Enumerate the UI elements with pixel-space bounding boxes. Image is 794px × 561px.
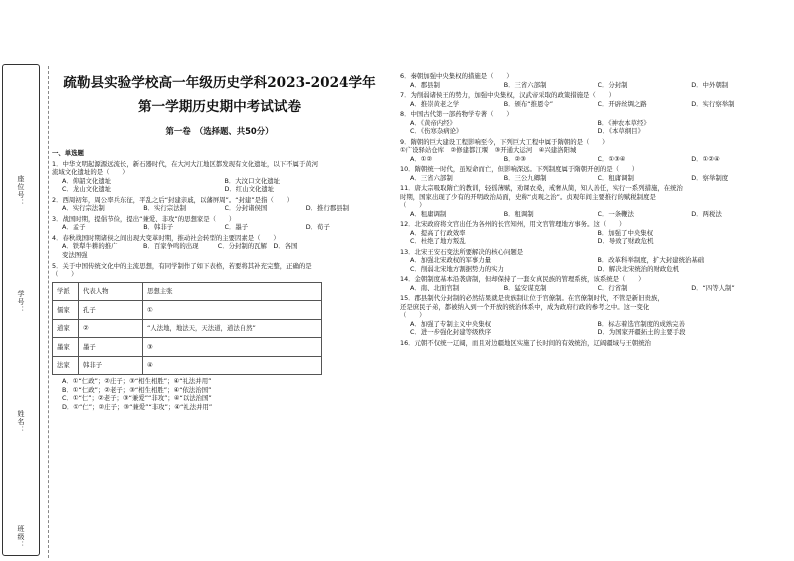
answer-option[interactable]: C．墨子 [224,223,249,232]
question [400,138,785,164]
table-cell: 法家 [53,356,79,375]
exam-title-line1: 疏勒县实验学校高一年级历史学科2023-2024学年 [63,75,376,91]
question [400,110,785,136]
table-row [53,356,322,375]
answer-option[interactable]: D．导致了财政危机 [597,237,654,246]
answer-option[interactable]: C．进一步强化封建等级秩序 [410,328,492,337]
class-label: 班级： [17,525,25,549]
answer-option[interactable]: A．①“仁政”；②庄子；③“相生相胜”；④“礼法并用” [62,377,212,386]
question-stem: 11．唐太宗吸取隋亡的教训，轻徭薄赋，劝课农桑，戒奢从简，知人善任，实行一系列措施，在统治 [400,184,683,193]
question [400,248,785,274]
question [52,262,387,279]
answer-option[interactable]: D．①“仁”；②庄子；③“兼爱”“非攻”；④“礼法并用” [62,402,213,411]
answer-option[interactable]: C．龙山文化遗址 [62,185,112,194]
answer-option[interactable]: D．两税法 [691,209,722,218]
table-cell: 墨家 [53,338,79,357]
answer-option[interactable]: B．三省六部制 [503,80,547,89]
part-title: 第一卷 （选择题、共50分） [165,126,274,137]
answer-option[interactable]: A．南、北面官制 [410,283,460,292]
exam-title-line2: 第一学期历史期中考试试卷 [137,99,302,116]
question [400,91,785,108]
answer-option[interactable]: B．标志着选官制度的成熟完善 [597,319,685,328]
answer-option[interactable]: D．推行郡县制 [305,204,350,213]
options [52,223,387,232]
table-cell: ④ [143,356,322,375]
answer-option[interactable]: A．三省六部制 [410,173,453,182]
table-row [53,338,322,357]
question [400,275,785,292]
question-stem: 流域文化遗址的是（ ） [52,168,129,177]
table-header-cell: 代表人物 [79,282,143,301]
question-stem: （ ） [52,270,78,279]
answer-option[interactable]: D．为国家开疆拓土的主要手段 [597,328,686,337]
answer-option[interactable]: C．①“仁”；②老子；③“兼爱”“非攻”；④“以法治国” [62,394,212,403]
left-column [52,0,387,411]
question [400,165,785,182]
table-cell: “人法地，地法天，天法道，道法自然” [143,319,322,338]
question-stem: 6．秦朝加强中央集权的措施是（ ） [400,72,513,80]
answer-option[interactable]: D．察举制度 [691,173,729,182]
right-column [400,0,785,347]
cut-line [48,66,49,558]
answer-option[interactable]: C．开辟丝绸之路 [597,99,647,108]
question-stem: 12．北宋政府将文官出任为各州的长官知州，用文官管理地方事务。这（ ） [400,220,626,229]
question [52,196,387,213]
table-cell: ③ [143,338,322,357]
q5-options [52,377,387,411]
answer-option[interactable]: B．租调制 [503,209,534,218]
answer-option[interactable]: D．《本草纲目》 [597,127,644,136]
options [400,284,785,293]
question-stem: 还是庶民子弟，都被纳入到一个开放的统治体系中，成为政府行政的参考之中。这一变化 [400,302,650,311]
table-header-cell: 思想主张 [143,282,322,301]
options [52,242,387,259]
table-cell: 孔子 [79,301,143,320]
question-stem: 4．春秋战国时期诸侯之间出现大变革时期，推动社会转型的主要因素是（ ） [52,233,280,242]
table-header-row [53,282,322,301]
question-stem: 时期，国家出现了少有的开明政治局面，史称“贞观之治”。贞观年间主要推行的赋税制度是 [400,192,656,201]
answer-option[interactable]: C．①③④ [597,154,626,163]
answer-option[interactable]: D．中外朝制 [691,80,729,89]
answer-option[interactable]: C．《伤寒杂病论》 [410,127,463,136]
answer-option[interactable]: C．削弱北宋地方割据势力的实力 [410,264,504,273]
answer-option[interactable]: 变法图强 [62,251,88,259]
table-row [53,301,322,320]
question-stem: 1．中华文明起源源远流长，新石器时代，在大河大江地区都发现有文化遗址，以下不属于黄河 [52,159,319,168]
question [400,220,785,246]
question-stem: 15．郡县制代分封制的必然结果就是贵族制让位于官僚制。在官僚制时代，不管是新旧贵族， [400,294,664,303]
options [400,229,785,246]
question-stem: 10．隋朝统一时代，虽短命而亡，但影响深远。下列制度属于隋朝开创的是（ ） [400,165,639,174]
binding-margin [2,64,40,556]
question [52,215,387,232]
table-cell: 道家 [53,319,79,338]
answer-option[interactable]: A．铁犁牛耕的推广 B．百家争鸣的出现 C．分封制的瓦解 D．各国 [62,242,298,251]
answer-option[interactable]: C．杜绝了地方叛乱 [410,237,466,246]
question-stem: 7．为削弱诸侯王的势力，加强中央集权，汉武帝采取的政策措施是（ ） [400,91,615,100]
options [400,155,785,164]
answer-option[interactable]: B．②③ [503,154,526,163]
answer-option[interactable]: C．分封诸侯国 [224,204,268,213]
options [400,320,785,337]
answer-option[interactable]: B．大汶口文化遗址 [224,176,281,185]
answer-option[interactable]: B．实行宗法制 [143,204,186,213]
question-stem: 9．隋朝的巨大建设工程影响至今，下列巨大工程中属于隋朝的是（ ） [400,137,609,146]
answer-option[interactable]: D．解决北宋统治的财政危机 [597,264,680,273]
question-stem: （ ） [400,201,426,210]
answer-option[interactable]: A．实行宗法制 [62,204,105,213]
answer-option[interactable]: A．加强了专制主义中央集权 [410,319,492,328]
question-stem: 2．西周初年，周公率兵东征，平乱之后“封建亲戚，以藩屏周”。“封建”是指（ ） [52,195,293,204]
answer-option[interactable]: B．《神农本草经》 [597,118,650,127]
school-thought-table [52,282,322,376]
question-stem: ①广设驿站仓库 ②修建都江堰 ③开通大运河 ④兴建洛阳城 [400,146,577,155]
right-questions [400,72,785,347]
options [52,177,387,194]
answer-option[interactable]: D．实行察举制 [691,99,735,108]
answer-option[interactable]: B．改革科举制度，扩大封建统治基础 [597,256,705,265]
options [400,256,785,273]
question [52,160,387,194]
question [400,294,785,337]
question [400,339,785,348]
answer-option[interactable]: A．加强北宋政权的军事力量 [410,256,492,265]
answer-option[interactable]: A．仰韶文化遗址 [62,176,112,185]
answer-option[interactable]: D．红山文化遗址 [224,185,275,194]
question-stem: 8．中国古代第一部药物学专著（ ） [400,110,513,119]
table-cell: 韩非子 [79,356,143,375]
options [400,210,785,219]
section-title: 一、单选题 [52,149,84,158]
table-cell: ① [143,301,322,320]
answer-option[interactable]: C．租庸调制 [597,173,634,182]
options [400,81,785,90]
answer-option[interactable]: A．提高了行政效率 [410,228,466,237]
answer-option[interactable]: A．租庸调制 [410,209,447,218]
answer-option[interactable]: B．①“仁政”；②老子；③“相生相胜”；④“依法治国” [62,385,212,394]
question-stem: 3．战国时期，提倡节俭，提出“兼爱、非攻”的思想家是（ ） [52,214,236,223]
options [400,119,785,136]
table-cell: 儒家 [53,301,79,320]
answer-option[interactable]: D．荀子 [305,223,330,232]
answer-option[interactable]: B．加强了中央集权 [597,228,654,237]
answer-option[interactable]: A．推崇黄老之学 [410,99,460,108]
question-stem: 14．金朝制度基本沿袭唐制，但却保持了一套女真民族的管理系统，该系统是（ ） [400,275,645,284]
table-row [53,319,322,338]
answer-option[interactable]: A．①② [410,154,433,163]
name-label: 姓名： [17,410,25,434]
answer-option[interactable]: D．①②④ [691,154,720,163]
table-header-cell: 学派 [53,282,79,301]
answer-option[interactable]: B．韩非子 [143,223,174,232]
options [400,174,785,183]
question-stem: 13．北宋王安石变法所要解决的核心问题是 [400,247,524,256]
table-cell: 墨子 [79,338,143,357]
answer-option[interactable]: A．孟子 [62,223,86,232]
answer-option[interactable]: A．郡县制 [410,80,440,89]
answer-option[interactable]: D．“四等人制” [691,283,735,292]
question [52,234,387,260]
question [400,184,785,218]
options [400,100,785,109]
answer-option[interactable]: B．猛安谋克制 [503,283,547,292]
question-stem: 16．元朝不仅统一辽阔，而且对边疆地区实施了长时间的有效统治，辽阔疆域与王朝统治 [400,338,651,347]
answer-option[interactable]: B．颁布“推恩令” [503,99,554,108]
question-stem: 5．关于中国传统文化中的主流思想，有同学制作了如下表格，若要将其补充完整，正确的是 [52,261,312,270]
question [400,72,785,89]
options [52,204,387,213]
seat-number-label: 座位号： [17,175,25,207]
answer-option[interactable]: A．《黄帝内经》 [410,118,456,127]
question-stem: （ ） [400,311,426,320]
table-cell: ② [79,319,143,338]
answer-option[interactable]: C．一条鞭法 [597,209,634,218]
left-questions [52,160,387,279]
answer-option[interactable]: C．行省制 [597,283,628,292]
student-id-label: 学号： [17,290,25,314]
answer-option[interactable]: B．三公九卿制 [503,173,547,182]
answer-option[interactable]: C．分封制 [597,80,628,89]
